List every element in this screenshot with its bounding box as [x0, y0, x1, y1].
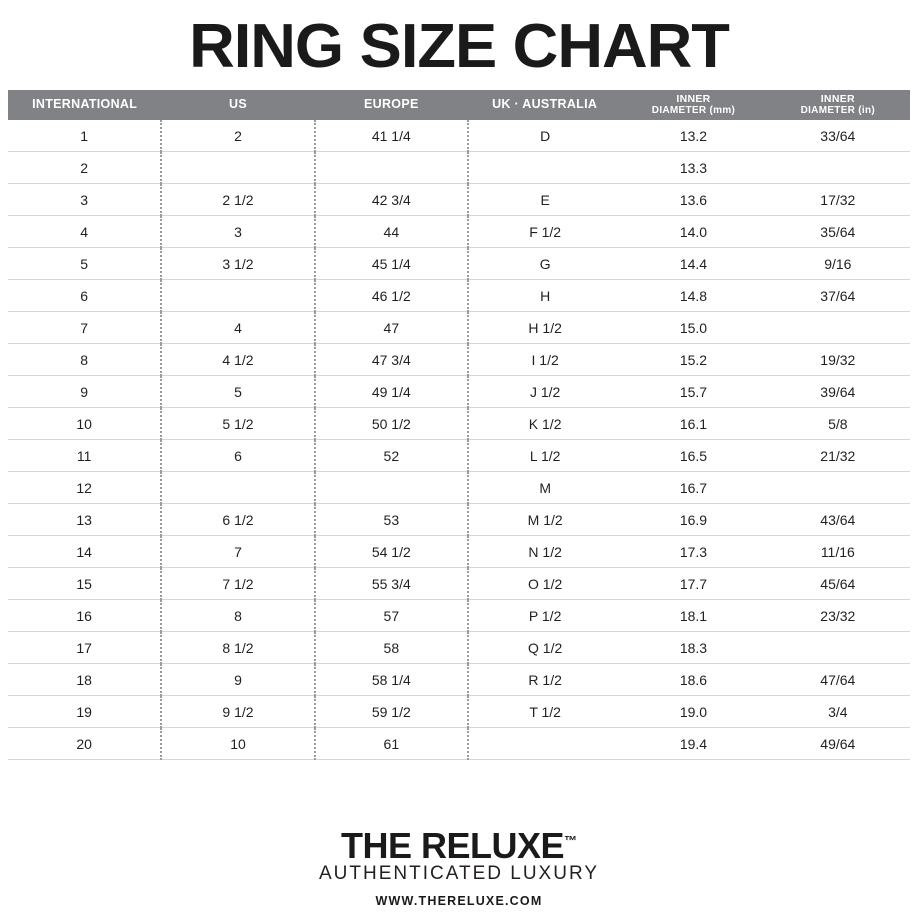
- table-row: [8, 632, 910, 664]
- table-cell: 19.4: [621, 728, 765, 760]
- table-cell: 45 1/4: [315, 248, 468, 280]
- table-body: [8, 120, 910, 760]
- table-cell: 7: [8, 312, 161, 344]
- size-table-container: [0, 90, 918, 760]
- table-row: [8, 536, 910, 568]
- table-cell: 3/4: [766, 696, 910, 728]
- table-cell: 44: [315, 216, 468, 248]
- table-cell: 41 1/4: [315, 120, 468, 152]
- table-cell: 54 1/2: [315, 536, 468, 568]
- column-header-inner-diameter-in: INNER DIAMETER (in): [766, 90, 910, 120]
- table-cell: 47: [315, 312, 468, 344]
- table-cell: 43/64: [766, 504, 910, 536]
- table-cell: 17.7: [621, 568, 765, 600]
- table-cell: 9/16: [766, 248, 910, 280]
- table-cell: 5: [161, 376, 314, 408]
- table-cell: P 1/2: [468, 600, 621, 632]
- brand-text: THE RELUXE: [340, 825, 565, 867]
- table-cell: 50 1/2: [315, 408, 468, 440]
- table-cell: 8: [8, 344, 161, 376]
- website-url: WWW.THERELUXE.COM: [375, 894, 543, 908]
- table-cell: 18.1: [621, 600, 765, 632]
- table-cell: 49 1/4: [315, 376, 468, 408]
- table-cell: 16.1: [621, 408, 765, 440]
- table-cell: [766, 632, 910, 664]
- table-cell: 6: [8, 280, 161, 312]
- brand-tagline: AUTHENTICATED LUXURY: [319, 863, 599, 884]
- table-row: [8, 728, 910, 760]
- column-header-inner-diameter-mm: INNER DIAMETER (mm): [621, 90, 765, 120]
- table-cell: I 1/2: [468, 344, 621, 376]
- table-cell: [766, 472, 910, 504]
- table-cell: 6 1/2: [161, 504, 314, 536]
- table-cell: [766, 152, 910, 184]
- table-cell: 10: [8, 408, 161, 440]
- table-cell: 12: [8, 472, 161, 504]
- table-cell: 3 1/2: [161, 248, 314, 280]
- table-cell: [161, 152, 314, 184]
- table-cell: 59 1/2: [315, 696, 468, 728]
- table-cell: 47 3/4: [315, 344, 468, 376]
- table-cell: 55 3/4: [315, 568, 468, 600]
- table-cell: 5: [8, 248, 161, 280]
- table-cell: 17.3: [621, 536, 765, 568]
- table-cell: G: [468, 248, 621, 280]
- table-cell: 45/64: [766, 568, 910, 600]
- table-cell: K 1/2: [468, 408, 621, 440]
- table-cell: 7: [161, 536, 314, 568]
- table-cell: 16: [8, 600, 161, 632]
- table-cell: 14: [8, 536, 161, 568]
- table-cell: 37/64: [766, 280, 910, 312]
- table-cell: 19.0: [621, 696, 765, 728]
- table-row: [8, 184, 910, 216]
- table-cell: 20: [8, 728, 161, 760]
- table-cell: 19/32: [766, 344, 910, 376]
- table-row: [8, 664, 910, 696]
- table-row: [8, 376, 910, 408]
- page-title: RING SIZE CHART: [189, 12, 729, 81]
- table-cell: [161, 472, 314, 504]
- table-cell: 3: [8, 184, 161, 216]
- table-cell: 17: [8, 632, 161, 664]
- table-cell: 9: [8, 376, 161, 408]
- table-row: [8, 440, 910, 472]
- table-cell: 15: [8, 568, 161, 600]
- table-cell: 4: [161, 312, 314, 344]
- table-cell: 23/32: [766, 600, 910, 632]
- table-cell: 16.9: [621, 504, 765, 536]
- table-cell: [315, 472, 468, 504]
- table-cell: 15.2: [621, 344, 765, 376]
- table-row: [8, 120, 910, 152]
- table-cell: 17/32: [766, 184, 910, 216]
- table-row: [8, 280, 910, 312]
- table-cell: 8 1/2: [161, 632, 314, 664]
- table-header: [8, 90, 910, 120]
- table-cell: M: [468, 472, 621, 504]
- table-cell: 52: [315, 440, 468, 472]
- table-cell: 47/64: [766, 664, 910, 696]
- table-cell: 5/8: [766, 408, 910, 440]
- table-cell: 4 1/2: [161, 344, 314, 376]
- table-row: [8, 344, 910, 376]
- table-row: [8, 216, 910, 248]
- table-cell: 13.6: [621, 184, 765, 216]
- table-cell: 2: [8, 152, 161, 184]
- table-cell: H: [468, 280, 621, 312]
- table-row: [8, 248, 910, 280]
- table-cell: 19: [8, 696, 161, 728]
- table-cell: [766, 312, 910, 344]
- table-cell: 58 1/4: [315, 664, 468, 696]
- table-row: [8, 568, 910, 600]
- column-header-uk-australia: UK · AUSTRALIA: [468, 90, 621, 120]
- table-cell: 9: [161, 664, 314, 696]
- table-cell: 13: [8, 504, 161, 536]
- table-cell: 15.0: [621, 312, 765, 344]
- table-cell: 1: [8, 120, 161, 152]
- table-cell: J 1/2: [468, 376, 621, 408]
- table-cell: E: [468, 184, 621, 216]
- table-row: [8, 696, 910, 728]
- table-cell: 49/64: [766, 728, 910, 760]
- footer: [0, 827, 918, 918]
- column-header-us: US: [161, 90, 314, 120]
- table-cell: 58: [315, 632, 468, 664]
- table-cell: [161, 280, 314, 312]
- table-cell: N 1/2: [468, 536, 621, 568]
- table-cell: [315, 152, 468, 184]
- brand-name: [341, 827, 577, 865]
- table-cell: M 1/2: [468, 504, 621, 536]
- table-cell: 16.5: [621, 440, 765, 472]
- table-row: [8, 312, 910, 344]
- table-cell: T 1/2: [468, 696, 621, 728]
- table-cell: O 1/2: [468, 568, 621, 600]
- table-cell: 33/64: [766, 120, 910, 152]
- table-cell: [468, 152, 621, 184]
- table-cell: 21/32: [766, 440, 910, 472]
- table-cell: 16.7: [621, 472, 765, 504]
- table-cell: 18.3: [621, 632, 765, 664]
- table-cell: 18.6: [621, 664, 765, 696]
- table-cell: 14.0: [621, 216, 765, 248]
- table-cell: L 1/2: [468, 440, 621, 472]
- table-cell: 6: [161, 440, 314, 472]
- table-row: [8, 504, 910, 536]
- table-cell: 13.2: [621, 120, 765, 152]
- table-cell: 53: [315, 504, 468, 536]
- ring-size-table: [8, 90, 910, 760]
- table-cell: 13.3: [621, 152, 765, 184]
- table-cell: 9 1/2: [161, 696, 314, 728]
- table-cell: 11/16: [766, 536, 910, 568]
- table-cell: H 1/2: [468, 312, 621, 344]
- table-cell: 11: [8, 440, 161, 472]
- table-row: [8, 600, 910, 632]
- table-cell: 5 1/2: [161, 408, 314, 440]
- table-row: [8, 408, 910, 440]
- table-cell: 10: [161, 728, 314, 760]
- table-cell: 42 3/4: [315, 184, 468, 216]
- table-cell: [468, 728, 621, 760]
- table-cell: 2: [161, 120, 314, 152]
- table-cell: 57: [315, 600, 468, 632]
- table-cell: 8: [161, 600, 314, 632]
- table-header-row: [8, 90, 910, 120]
- table-cell: 46 1/2: [315, 280, 468, 312]
- table-cell: D: [468, 120, 621, 152]
- trademark-symbol: ™: [564, 833, 578, 849]
- table-row: [8, 472, 910, 504]
- table-cell: 15.7: [621, 376, 765, 408]
- table-cell: 35/64: [766, 216, 910, 248]
- column-header-international: INTERNATIONAL: [8, 90, 161, 120]
- table-cell: 3: [161, 216, 314, 248]
- table-cell: 4: [8, 216, 161, 248]
- table-row: [8, 152, 910, 184]
- table-cell: Q 1/2: [468, 632, 621, 664]
- table-cell: 39/64: [766, 376, 910, 408]
- table-cell: 14.4: [621, 248, 765, 280]
- table-cell: R 1/2: [468, 664, 621, 696]
- table-cell: 2 1/2: [161, 184, 314, 216]
- table-cell: 18: [8, 664, 161, 696]
- table-cell: 61: [315, 728, 468, 760]
- table-cell: 7 1/2: [161, 568, 314, 600]
- table-cell: F 1/2: [468, 216, 621, 248]
- table-cell: 14.8: [621, 280, 765, 312]
- column-header-europe: EUROPE: [315, 90, 468, 120]
